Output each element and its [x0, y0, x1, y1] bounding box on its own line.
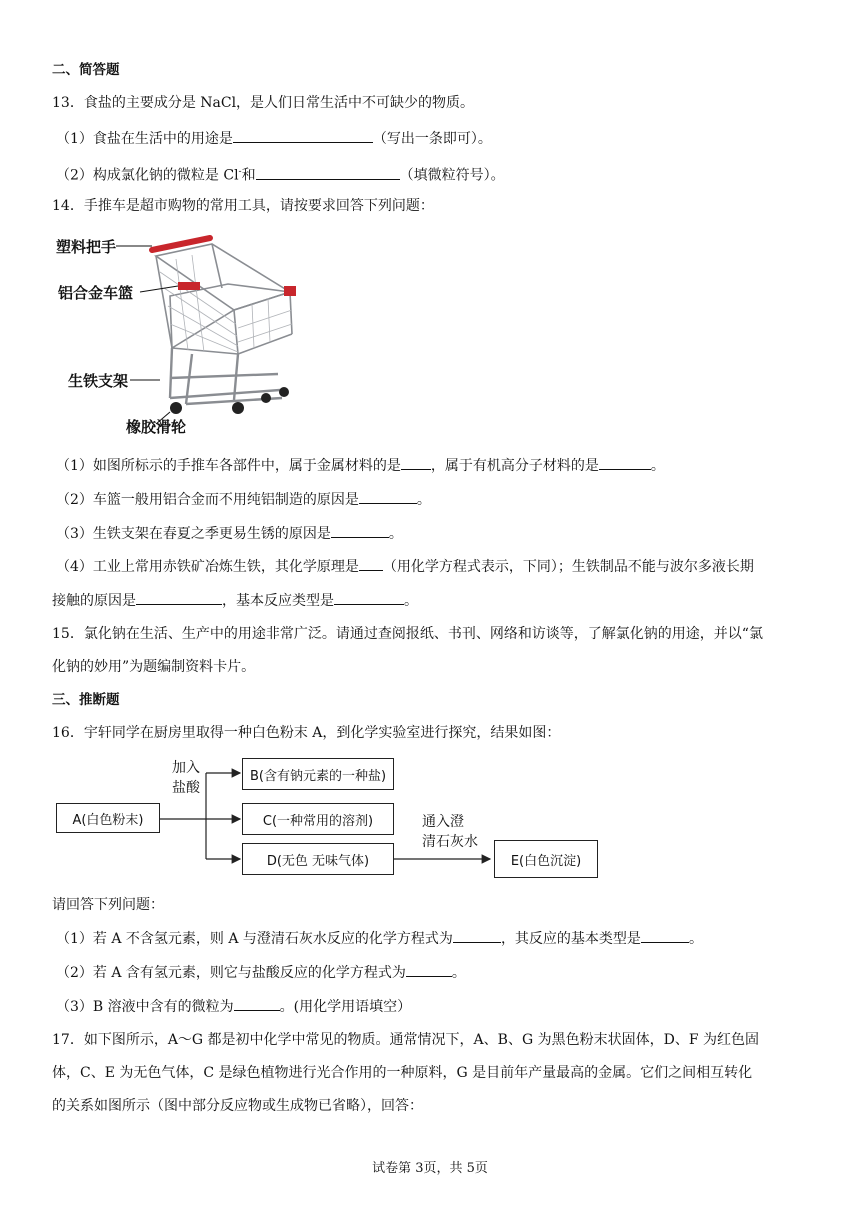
q16-part3: （3）B 溶液中含有的微粒为 。(用化学用语填空） — [56, 996, 411, 1017]
q16-part2: （2）若 A 含有氢元素，则它与盐酸反应的化学方程式为 。 — [56, 962, 466, 983]
label-add: 加入 — [172, 760, 200, 776]
answer-blank[interactable] — [334, 590, 404, 605]
q16-flow-diagram — [54, 755, 604, 880]
q13-part2: （2）构成氯化钠的微粒是 Cl-和 （填微粒符号）。 — [56, 162, 505, 186]
answer-blank[interactable] — [406, 962, 452, 977]
shopping-cart-illustration — [52, 228, 302, 438]
q15-line2: 化钠的妙用”为题编制资料卡片。 — [52, 659, 256, 675]
label-rubber-wheel: 橡胶滑轮 — [126, 418, 187, 436]
answer-blank[interactable] — [233, 128, 373, 143]
answer-blank[interactable] — [359, 556, 383, 571]
q14-part3: （3）生铁支架在春夏之季更易生锈的原因是 。 — [56, 523, 403, 544]
q17-line2: 体，C、E 为无色气体，C 是绿色植物进行光合作用的一种原料，G 是目前年产量最高的金属。它们之间相互转化 — [52, 1065, 753, 1081]
answer-blank[interactable] — [331, 523, 389, 538]
q16-prompt: 请回答下列问题： — [52, 897, 164, 913]
q17-line1: 17．如下图所示，A～G 都是初中化学中常见的物质。通常情况下，A、B、G 为黑色粉末状固体，D、F 为红色固 — [52, 1032, 759, 1048]
label-aluminum-basket: 铝合金车篮 — [58, 284, 134, 302]
q14-part2: （2）车篮一般用铝合金而不用纯铝制造的原因是 。 — [56, 489, 431, 510]
box-b-sodium-salt: B(含有钠元素的一种盐) — [242, 758, 394, 790]
answer-blank[interactable] — [256, 165, 400, 180]
q13-part1: （1）食盐在生活中的用途是 （写出一条即可）。 — [56, 128, 492, 149]
answer-blank[interactable] — [359, 489, 417, 504]
label-iron-frame: 生铁支架 — [68, 372, 129, 390]
q14-part1: （1）如图所标示的手推车各部件中，属于金属材料的是 ，属于有机高分子材料的是 。 — [56, 455, 665, 476]
box-e-white-precipitate: E(白色沉淀) — [494, 840, 598, 878]
label-hydrochloric-acid: 盐酸 — [172, 780, 200, 796]
q13-stem: 13．食盐的主要成分是 NaCl，是人们日常生活中不可缺少的物质。 — [52, 95, 475, 111]
answer-blank[interactable] — [136, 590, 222, 605]
answer-blank[interactable] — [401, 455, 431, 470]
section-title-short-answer: 二、简答题 — [52, 62, 120, 78]
q17-line3: 的关系如图所示（图中部分反应物或生成物已省略），回答： — [52, 1098, 423, 1114]
label-plastic-handle: 塑料把手 — [56, 238, 117, 256]
q14-stem: 14．手推车是超市购物的常用工具，请按要求回答下列问题： — [52, 198, 434, 214]
label-limewater: 清石灰水 — [422, 834, 478, 850]
answer-blank[interactable] — [641, 928, 689, 943]
q16-stem: 16．宇轩同学在厨房里取得一种白色粉末 A，到化学实验室进行探究，结果如图： — [52, 725, 561, 741]
q14-part4-line2: 接触的原因是 ，基本反应类型是 。 — [52, 590, 418, 611]
q14-part4-line1: （4）工业上常用赤铁矿冶炼生铁，其化学原理是 （用化学方程式表示，下同）；生铁制品不能与波尔多液长期 — [56, 556, 754, 577]
answer-blank[interactable] — [599, 455, 651, 470]
box-a-white-powder: A(白色粉末) — [56, 803, 160, 833]
page-footer: 试卷第 3页，共 5页 — [372, 1161, 488, 1176]
q16-part1: （1）若 A 不含氢元素，则 A 与澄清石灰水反应的化学方程式为 ，其反应的基本类型是 。 — [56, 928, 703, 949]
answer-blank[interactable] — [453, 928, 501, 943]
box-d-gas: D(无色 无味气体) — [242, 843, 394, 875]
section-title-inference: 三、推断题 — [52, 692, 120, 708]
label-pass-into: 通入澄 — [422, 814, 464, 830]
box-c-solvent: C(一种常用的溶剂) — [242, 803, 394, 835]
q15-line1: 15．氯化钠在生活、生产中的用途非常广泛。请通过查阅报纸、书刊、网络和访谈等，了解氯化钠的用途，并以“氯 — [52, 626, 763, 642]
answer-blank[interactable] — [234, 996, 280, 1011]
shopping-cart-figure — [52, 228, 302, 438]
